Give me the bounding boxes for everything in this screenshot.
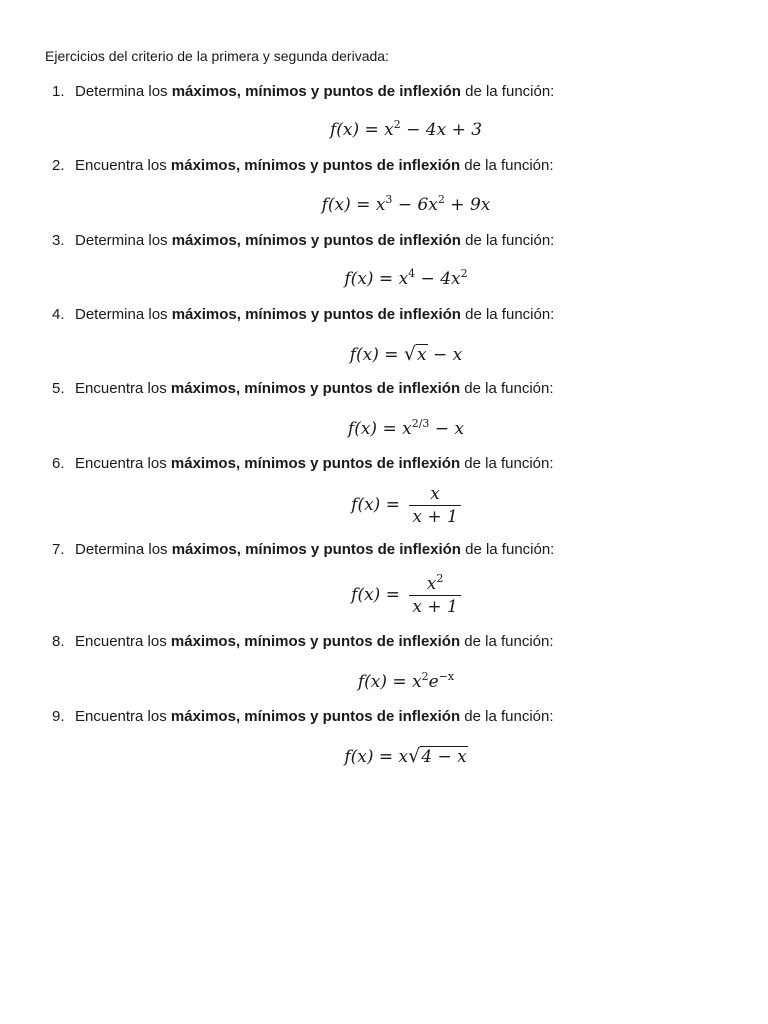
formula-5: $f(x) = x^{2/3} - x$ <box>347 417 465 439</box>
exercise-statement: 4. Determina los máximos, mínimos y puntos de inflexión de la función: <box>52 306 555 323</box>
formula-6: f(x) = $\frac{x}{x + 1}$ <box>0 483 768 528</box>
exercise-statement: 3. Determina los máximos, mínimos y puntos de inflexión de la función: <box>52 232 555 249</box>
fraction: $\frac{x}{x + 1}$ <box>409 483 460 528</box>
formula-4: f(x) = √x − x <box>349 343 463 365</box>
formula-1: $f(x) = x^2 - 4x + 3$ <box>329 118 483 140</box>
exercise-statement: 7. Determina los máximos, mínimos y puntos de inflexión de la función: <box>52 541 555 558</box>
formula-2: $f(x) = x^3 - 6x^2 + 9x$ <box>321 193 491 215</box>
formula-7: f(x) = $\frac{x^2}{x + 1}$ <box>0 573 768 618</box>
intro-text: Ejercicios del criterio de la primera y segunda derivada: <box>45 48 389 64</box>
formula-8: $f(x) = x^2e^{-x}$ <box>357 670 455 692</box>
exercise-statement: 8. Encuentra los máximos, mínimos y puntos de inflexión de la función: <box>52 633 554 650</box>
exercise-statement: 1. Determina los máximos, mínimos y puntos de inflexión de la función: <box>52 83 555 100</box>
formula-3: $f(x) = x^4 - 4x^2$ <box>344 267 468 289</box>
exercise-statement: 6. Encuentra los máximos, mínimos y puntos de inflexión de la función: <box>52 455 554 472</box>
exercise-statement: 2. Encuentra los máximos, mínimos y puntos de inflexión de la función: <box>52 157 554 174</box>
exercise-statement: 5. Encuentra los máximos, mínimos y puntos de inflexión de la función: <box>52 380 554 397</box>
exercise-statement: 9. Encuentra los máximos, mínimos y puntos de inflexión de la función: <box>52 708 554 725</box>
formula-9: f(x) = x√4 − x <box>344 745 467 767</box>
fraction: $\frac{x^2}{x + 1}$ <box>409 573 460 618</box>
